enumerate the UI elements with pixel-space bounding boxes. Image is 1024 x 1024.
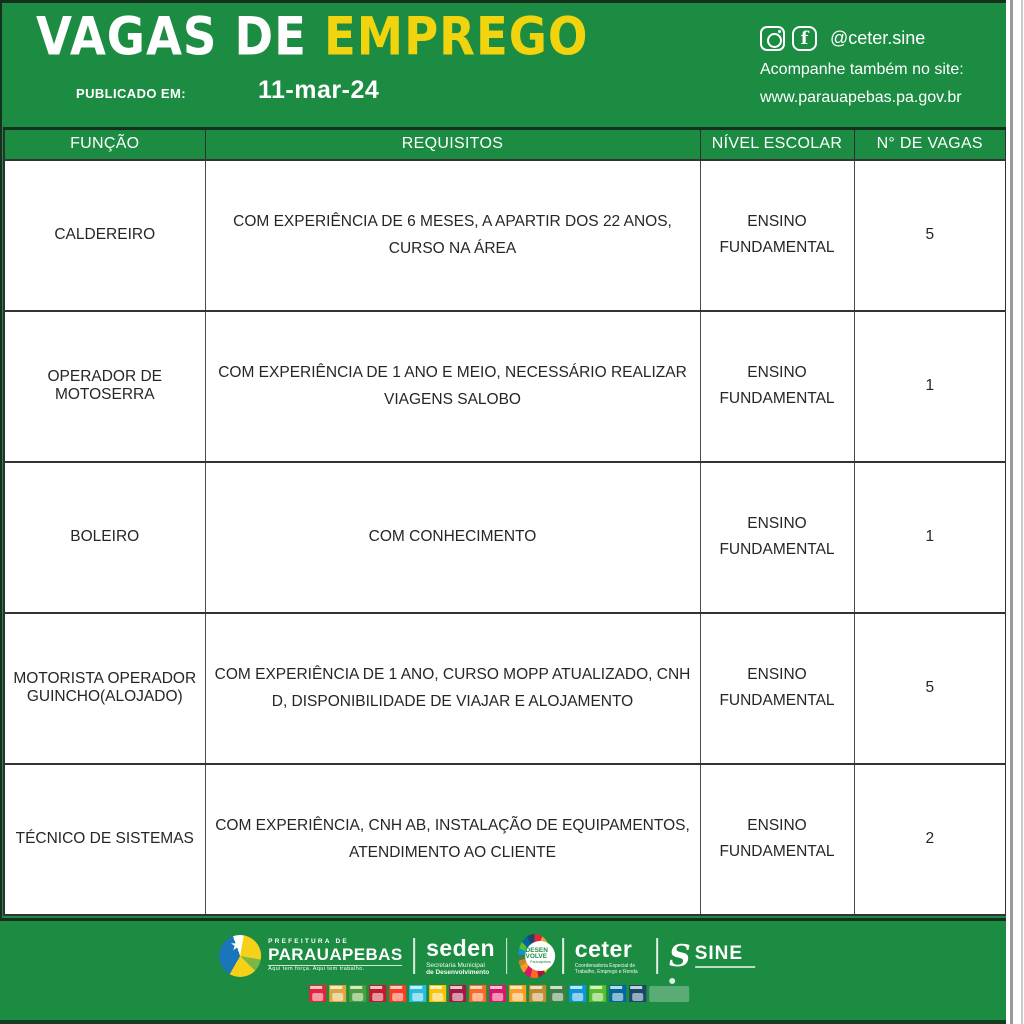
sdg-goal-icon: [589, 985, 606, 1002]
prefeitura-de-label: PREFEITURA DE: [268, 937, 349, 945]
agenda-watermark-icon: [649, 986, 689, 1002]
sdg-goal-icon: [549, 985, 566, 1002]
column-header-num-vagas: N° DE VAGAS: [854, 129, 1006, 160]
table-header-row: [4, 129, 1006, 160]
sine-text: [695, 944, 755, 969]
sdg-goal-icon: [449, 985, 466, 1002]
sdg-goal-icon: [569, 985, 586, 1002]
sdg-goal-icon: [349, 985, 366, 1002]
sdg-goal-icon: [369, 985, 386, 1002]
sine-tagline-bar: [695, 966, 755, 968]
desenvolve-wheel-icon: [519, 934, 552, 978]
table-row: [4, 311, 1006, 462]
desenvolve-title: DESEN VOLVE: [525, 946, 548, 961]
cell-nivel: ENSINO FUNDAMENTAL: [700, 764, 854, 915]
seden-name: seden: [426, 935, 496, 962]
seden-subtitle-1: Secretaria Municipal: [426, 961, 485, 969]
sdg-goal-icon: [329, 985, 346, 1002]
sdg-goal-icon: [529, 985, 546, 1002]
cell-nivel: ENSINO FUNDAMENTAL: [700, 311, 854, 462]
cell-requisitos: COM EXPERIÊNCIA DE 1 ANO, CURSO MOPP ATUALIZADO, CNH D, DISPONIBILIDADE DE VIAJAR E ALOJAMENTO: [205, 613, 700, 764]
sdg-goal-icon: [469, 985, 486, 1002]
sdg-goal-icon: [309, 985, 326, 1002]
divider: [562, 938, 563, 974]
cell-requisitos: COM CONHECIMENTO: [205, 462, 700, 613]
column-header-nivel-escolar: NÍVEL ESCOLAR: [700, 129, 854, 160]
logo-row: [219, 934, 755, 978]
sdg-goal-icon: [629, 985, 646, 1002]
table-row: [4, 462, 1006, 613]
title-part-white: VAGAS DE: [36, 6, 325, 68]
table-row: [4, 160, 1006, 311]
sdg-goal-icon: [609, 985, 626, 1002]
cell-vagas: 1: [854, 462, 1006, 613]
seden-subtitle-2: de Desenvolvimento: [426, 968, 490, 976]
cell-vagas: 5: [854, 613, 1006, 764]
cell-requisitos: COM EXPERIÊNCIA DE 6 MESES, A APARTIR DOS 22 ANOS, CURSO NA ÁREA: [205, 160, 700, 311]
poster-header: [0, 0, 1006, 127]
title-part-yellow: EMPREGO: [324, 6, 589, 68]
cell-nivel: ENSINO FUNDAMENTAL: [700, 462, 854, 613]
cell-requisitos: COM EXPERIÊNCIA, CNH AB, INSTALAÇÃO DE EQUIPAMENTOS, ATENDIMENTO AO CLIENTE: [205, 764, 700, 915]
site-url[interactable]: www.parauapebas.pa.gov.br: [760, 89, 962, 106]
sine-logo: [669, 938, 755, 974]
parauapebas-logo: [219, 935, 402, 977]
parauapebas-name: PARAUAPEBAS: [268, 944, 403, 964]
sine-name: SINE: [694, 942, 744, 964]
sdg-goal-icon: [389, 985, 406, 1002]
cell-funcao: OPERADOR DE MOTOSERRA: [4, 311, 205, 462]
poster-footer: [0, 918, 1006, 1024]
vacancies-table: [3, 127, 1007, 916]
sdg-icons-row: [309, 985, 689, 1002]
cell-vagas: 5: [854, 160, 1006, 311]
parauapebas-emblem-icon: [219, 935, 261, 977]
page-edge-line: [1021, 0, 1023, 1024]
sdg-goal-icon: [409, 985, 426, 1002]
sine-s-icon: S: [669, 938, 691, 974]
table-row: [4, 613, 1006, 764]
cell-funcao: BOLEIRO: [4, 462, 205, 613]
parauapebas-text: [268, 939, 402, 973]
column-header-funcao: FUNÇÃO: [4, 129, 205, 160]
divider: [414, 938, 415, 974]
page-edge-line: [1010, 0, 1013, 1024]
cell-requisitos: COM EXPERIÊNCIA DE 1 ANO E MEIO, NECESSÁRIO REALIZAR VIAGENS SALOBO: [205, 311, 700, 462]
desenvolve-center: [526, 941, 556, 971]
seden-logo: [426, 936, 495, 976]
cell-funcao: TÉCNICO DE SISTEMAS: [4, 764, 205, 915]
right-edge: [1006, 0, 1024, 1024]
instagram-icon[interactable]: [760, 26, 785, 51]
cell-vagas: 1: [854, 311, 1006, 462]
cell-funcao: CALDEREIRO: [4, 160, 205, 311]
divider: [657, 938, 658, 974]
page-title: [36, 6, 588, 68]
social-handle[interactable]: @ceter.sine: [830, 28, 926, 48]
sdg-goal-icon: [489, 985, 506, 1002]
parauapebas-tagline: Aqui tem força. Aqui tem trabalho.: [268, 965, 402, 973]
social-block: [760, 26, 1000, 107]
sdg-goal-icon: [509, 985, 526, 1002]
column-header-requisitos: REQUISITOS: [205, 129, 700, 160]
cell-nivel: ENSINO FUNDAMENTAL: [700, 160, 854, 311]
divider: [506, 938, 507, 974]
cell-vagas: 2: [854, 764, 1006, 915]
published-date: 11-mar-24: [258, 76, 380, 104]
cell-nivel: ENSINO FUNDAMENTAL: [700, 613, 854, 764]
ceter-name: ceter: [574, 936, 633, 963]
cell-funcao: MOTORISTA OPERADOR GUINCHO(ALOJADO): [4, 613, 205, 764]
site-caption: Acompanhe também no site:: [760, 61, 964, 78]
published-label: PUBLICADO EM:: [76, 86, 186, 101]
star-icon: ★: [230, 937, 244, 954]
social-row: [760, 26, 1000, 51]
ceter-logo: [575, 937, 646, 974]
ceter-subtitle: Coordenadoria Especial de Trabalho, Emprego e Renda: [574, 962, 638, 975]
table-row: [4, 764, 1006, 915]
desenvolve-subtitle: Parauapebas: [530, 959, 551, 964]
facebook-icon[interactable]: f: [792, 26, 817, 51]
sdg-goal-icon: [429, 985, 446, 1002]
